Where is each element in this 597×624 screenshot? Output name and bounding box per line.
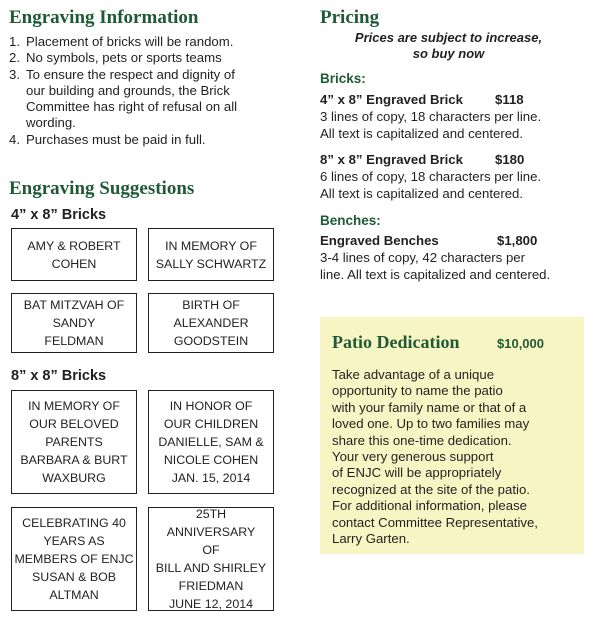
brick-line: 25TH <box>195 507 227 521</box>
brick-sample <box>11 507 137 611</box>
brick-line: MEMBERS OF ENJC <box>14 552 134 566</box>
price-item-desc: line. All text is capitalized and centered. <box>320 266 551 282</box>
brick-line: FRIEDMAN <box>178 579 244 593</box>
pricing-note-line: Prices are subject to increase, <box>354 30 543 45</box>
brick-line: JAN. 15, 2014 <box>171 471 251 485</box>
price-item-4x8 <box>320 92 595 142</box>
brick-line: PARENTS <box>45 435 103 449</box>
large-bricks-label: 8” x 8” Bricks <box>11 368 107 384</box>
patio-dedication-price: $10,000 <box>497 336 544 351</box>
rule-text: wording. <box>26 115 76 131</box>
patio-text-line: contact Committee Representative, <box>332 514 538 530</box>
rule-text: Placement of bricks will be random. <box>26 34 234 49</box>
engraving-rules-list <box>9 34 275 148</box>
rule-text: our building and grounds, the Brick <box>26 82 230 98</box>
brick-line: JUNE 12, 2014 <box>168 597 253 611</box>
engraving-information-title: Engraving Information <box>9 7 199 28</box>
patio-text-line: opportunity to name the patio <box>332 383 503 399</box>
engraving-suggestions-title: Engraving Suggestions <box>9 178 195 199</box>
brick-line: IN MEMORY OF <box>165 238 257 253</box>
brick-line: BIRTH OF <box>182 298 240 312</box>
brick-sample <box>148 390 274 494</box>
price-item-desc: 3-4 lines of copy, 42 characters per <box>320 250 525 265</box>
patio-text-line: of ENJC will be appropriately <box>332 465 502 481</box>
pricing-title: Pricing <box>320 7 380 28</box>
brick-sample <box>148 228 274 281</box>
brick-sample <box>11 228 137 281</box>
price-item-desc: 3 lines of copy, 18 characters per line. <box>320 109 542 124</box>
price-item-name: 4” x 8” Engraved Brick <box>320 92 463 107</box>
rule-number: 3. <box>9 66 20 82</box>
patio-text-line: Larry Garten. <box>332 531 410 547</box>
price-item-price: $180 <box>495 152 525 167</box>
price-item-8x8 <box>320 152 595 202</box>
brick-sample <box>11 293 137 353</box>
rule-item <box>9 50 275 66</box>
price-item-desc: All text is capitalized and centered. <box>320 185 524 201</box>
brick-sample <box>148 293 274 353</box>
brick-line: COHEN <box>51 256 97 271</box>
brick-line: ALEXANDER <box>173 316 249 330</box>
patio-text-line: loved one. Up to two families may <box>332 416 530 432</box>
brick-line: NICOLE COHEN <box>163 453 259 467</box>
rule-number: 1. <box>9 34 20 49</box>
brick-line: AMY & ROBERT <box>27 238 121 253</box>
benches-pricing-label: Benches: <box>320 213 381 228</box>
rule-text: To ensure the respect and dignity of <box>26 66 235 82</box>
price-item-name: Engraved Benches <box>320 233 439 248</box>
rule-item <box>9 132 275 148</box>
brick-line: SUSAN & BOB <box>32 570 117 584</box>
rule-text: Committee has right of refusal on all <box>26 99 238 115</box>
patio-dedication-text <box>332 367 574 547</box>
patio-text-line: recognized at the site of the patio. <box>332 481 530 497</box>
patio-text-line: For additional information, please <box>332 498 527 514</box>
brick-line: OUR CHILDREN <box>163 417 259 431</box>
pricing-note <box>300 30 597 62</box>
price-item-price: $1,800 <box>497 233 538 248</box>
rule-text: No symbols, pets or sports teams <box>26 50 222 66</box>
brick-line: ANNIVERSARY <box>166 525 256 539</box>
price-item-price: $118 <box>495 92 524 107</box>
brick-line: DANIELLE, SAM & <box>158 435 264 449</box>
brick-line: GOODSTEIN <box>173 334 249 348</box>
brick-line: IN MEMORY OF <box>28 399 120 413</box>
price-item-desc: 6 lines of copy, 18 characters per line. <box>320 169 542 184</box>
pricing-note-line: so buy now <box>412 46 485 61</box>
patio-text-line: Your very generous support <box>332 449 494 465</box>
brick-sample <box>11 390 137 494</box>
patio-dedication-box <box>320 317 584 554</box>
price-item-desc: All text is capitalized and centered. <box>320 125 524 141</box>
brick-line: FELDMAN <box>44 334 104 348</box>
small-bricks-label: 4” x 8” Bricks <box>11 207 107 223</box>
brick-line: CELEBRATING 40 <box>22 516 126 530</box>
brick-sample <box>148 507 274 611</box>
patio-text-line: share this one-time dedication. <box>332 432 512 448</box>
brick-line: OF <box>202 543 220 557</box>
brick-line: SANDY <box>52 316 96 330</box>
rule-text: Purchases must be paid in full. <box>26 131 206 147</box>
rule-item <box>9 34 275 50</box>
brick-line: ALTMAN <box>49 588 99 602</box>
rule-number: 2. <box>9 50 20 66</box>
brick-line: YEARS AS <box>43 534 105 548</box>
brick-line: BARBARA & BURT <box>20 453 128 467</box>
brick-line: WAXBURG <box>42 471 106 485</box>
patio-text-line: with your family name or that of a <box>332 399 527 415</box>
rule-item <box>9 67 275 132</box>
brick-line: BILL AND SHIRLEY <box>155 561 267 575</box>
bricks-pricing-label: Bricks: <box>320 71 366 86</box>
brick-line: IN HONOR OF <box>169 399 253 413</box>
price-item-bench <box>320 233 595 283</box>
brick-line: SALLY SCHWARTZ <box>155 256 267 271</box>
price-item-name: 8” x 8” Engraved Brick <box>320 152 463 167</box>
brick-line: OUR BELOVED <box>29 417 119 431</box>
patio-dedication-title: Patio Dedication <box>332 332 460 352</box>
rule-number: 4. <box>9 131 20 147</box>
brick-line: BAT MITZVAH OF <box>23 298 125 312</box>
patio-text-line: Take advantage of a unique <box>332 367 495 382</box>
